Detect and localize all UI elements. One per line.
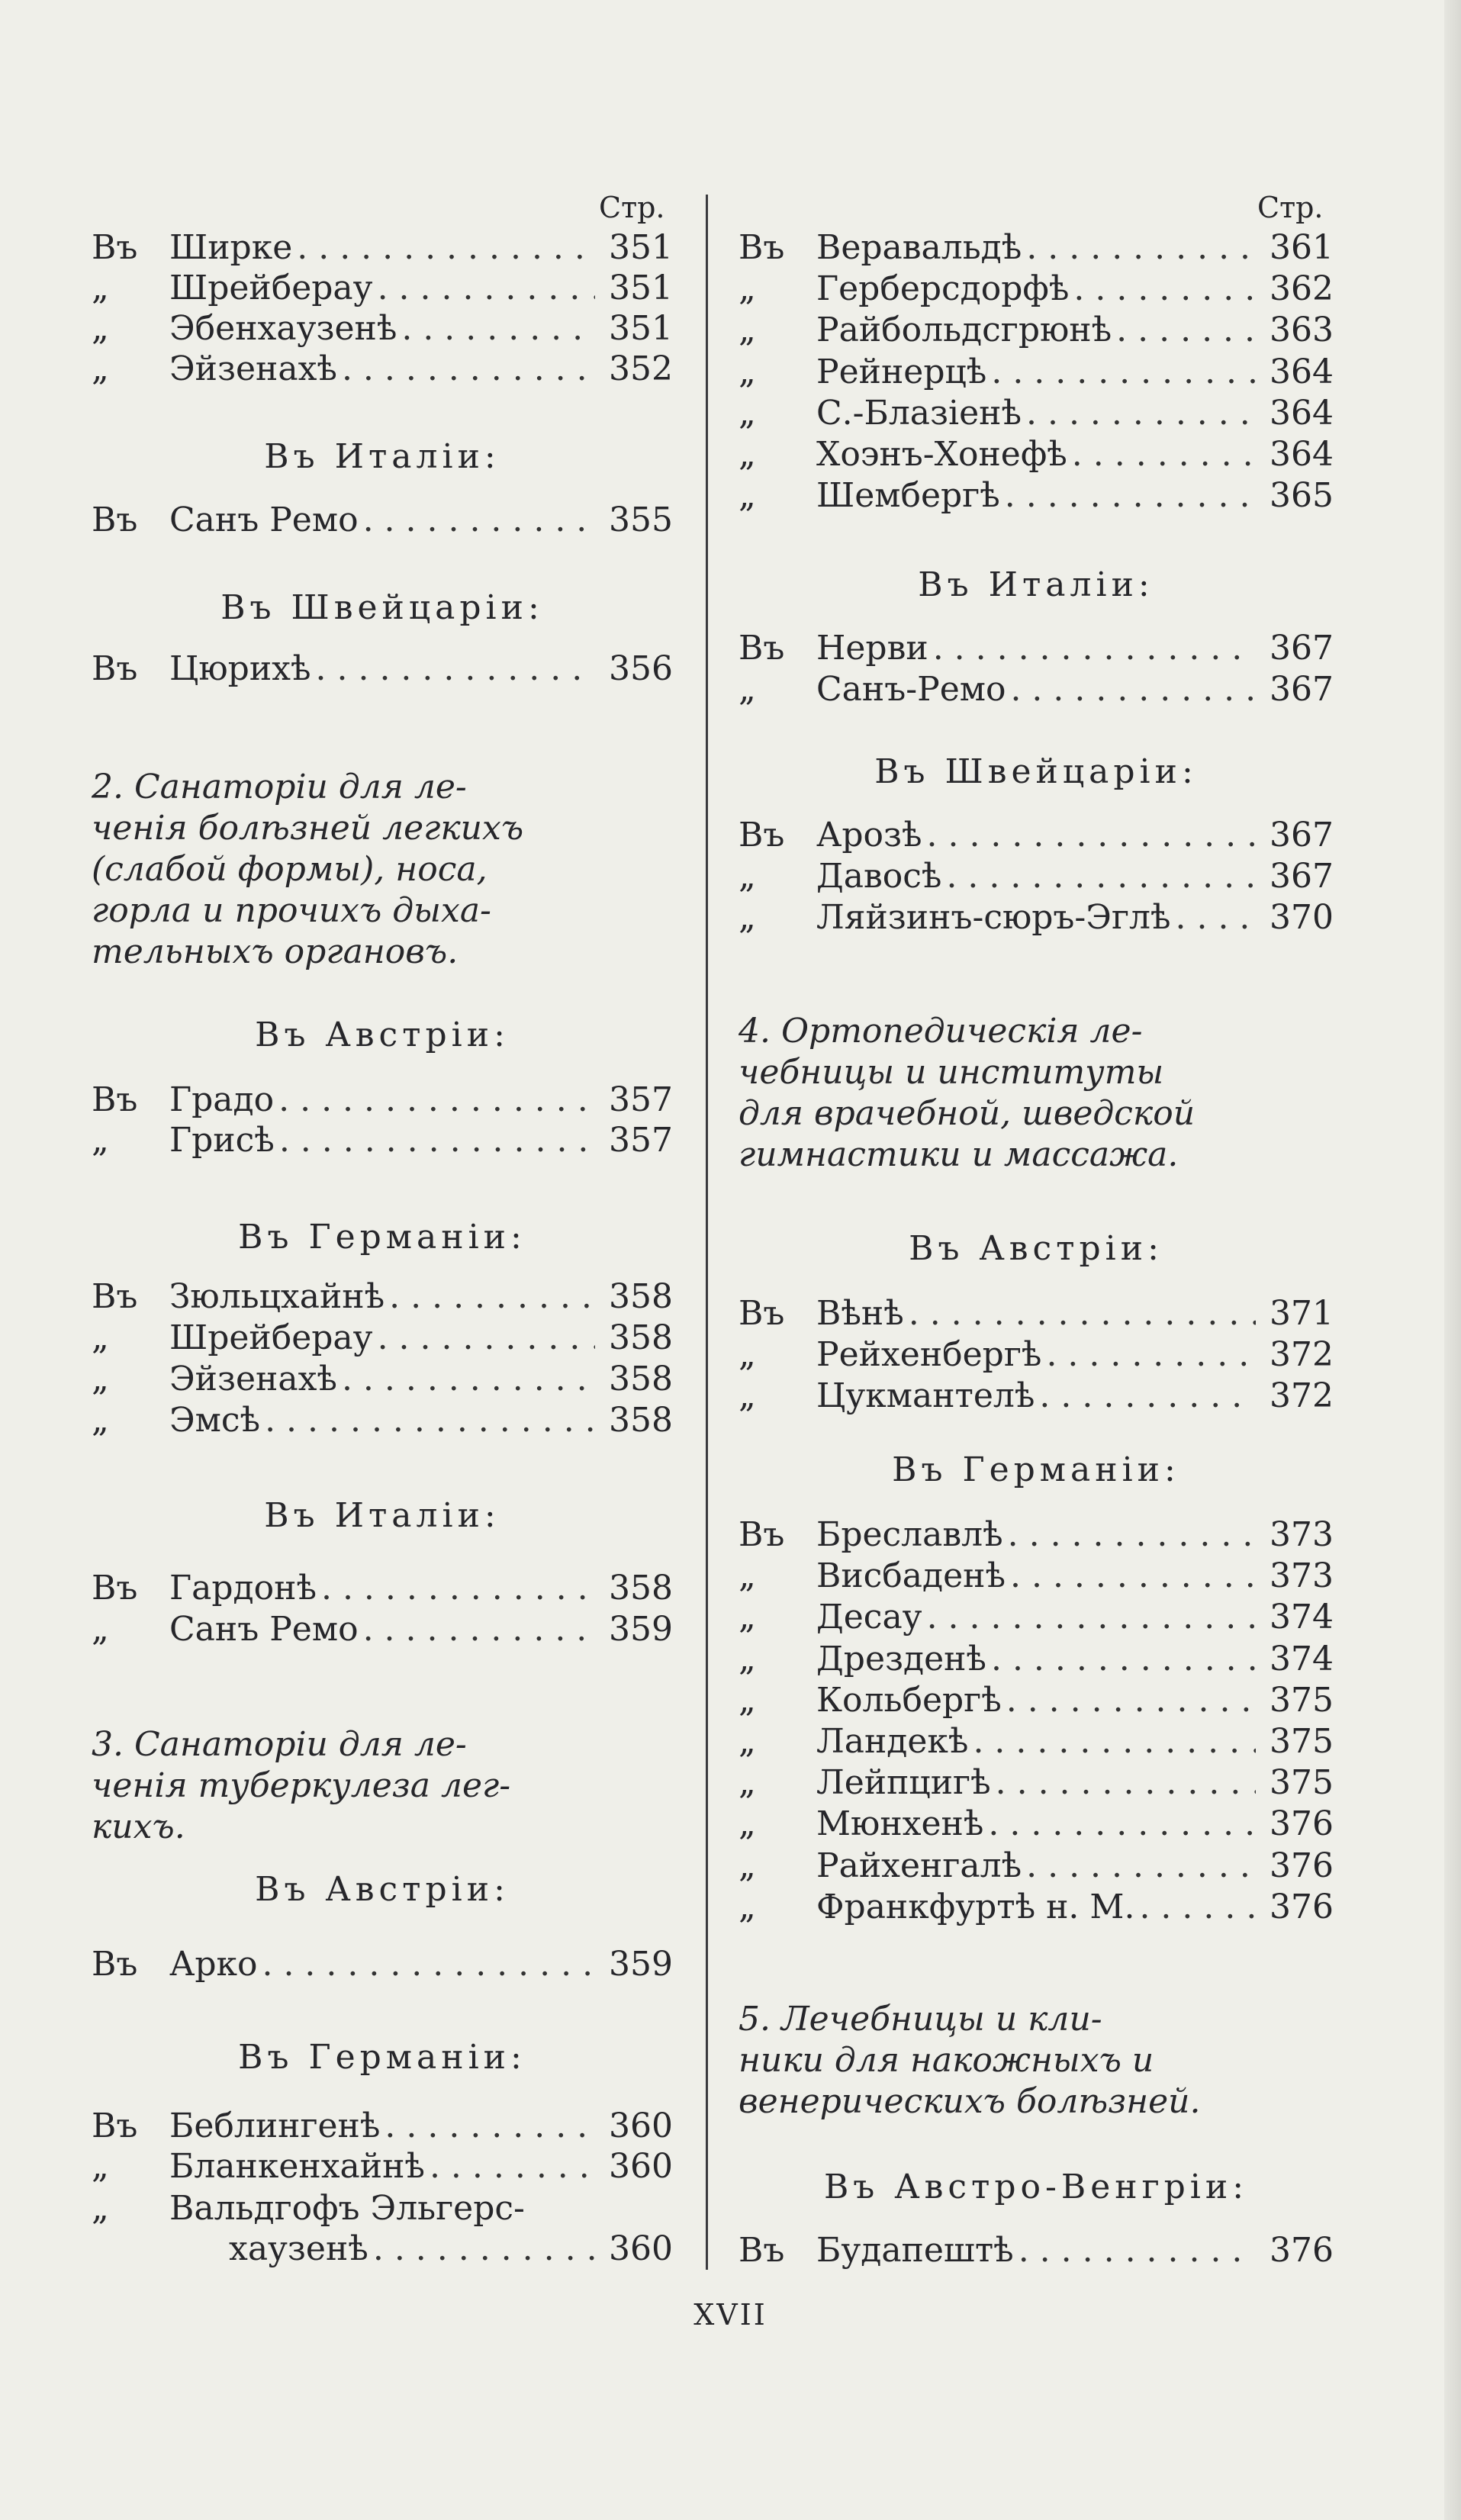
entry-name: С.-Блазіенѣ: [816, 393, 1022, 433]
entry-name: Райхенгалѣ: [816, 1846, 1022, 1885]
index-entry: [92, 1276, 673, 1318]
entry-page: 374: [1270, 1598, 1334, 1637]
index-entry: [739, 628, 1334, 669]
leader-dots: [373, 2229, 595, 2270]
index-entry: [92, 1568, 673, 1609]
leader-dots: [1073, 269, 1256, 310]
index-entry: [739, 227, 1334, 269]
entry-prefix: Въ: [739, 2231, 785, 2270]
leader-dots: [378, 268, 595, 309]
entry-page: 376: [1270, 2231, 1334, 2270]
entry-page: 359: [609, 1945, 673, 1984]
entry-prefix: „: [92, 2147, 109, 2186]
entry-prefix: „: [739, 670, 756, 709]
country-heading: Въ Германіи:: [238, 2038, 526, 2077]
section-heading: [92, 767, 673, 973]
entry-page: 370: [1270, 898, 1334, 937]
index-entry: [739, 1680, 1334, 1721]
leader-dots: [1139, 1887, 1256, 1928]
index-entry: [739, 1846, 1334, 1887]
section-heading-line: ники для накожныхъ и: [739, 2041, 1154, 2080]
leader-dots: [996, 1762, 1256, 1804]
leader-dots: [1019, 2230, 1256, 2271]
index-entry: [739, 434, 1334, 475]
entry-prefix: Въ: [92, 1569, 138, 1608]
entry-prefix: „: [739, 476, 756, 516]
leader-dots: [1176, 897, 1257, 938]
entry-name: Градо: [169, 1080, 275, 1119]
entry-page: 358: [609, 1277, 673, 1316]
index-entry: [739, 1556, 1334, 1597]
entry-name: Лейпцигѣ: [816, 1763, 991, 1803]
entry-name: Райбольдсгрюнѣ: [816, 311, 1112, 350]
entry-prefix: Въ: [92, 1945, 138, 1984]
leader-dots: [927, 815, 1256, 856]
entry-name: Хоэнъ-Хонефѣ: [816, 435, 1067, 474]
leader-dots: [1039, 1376, 1256, 1417]
entry-page: 356: [609, 649, 673, 688]
index-entry: [92, 1400, 673, 1441]
entry-page: 364: [1270, 352, 1334, 391]
entry-page: 358: [609, 1569, 673, 1608]
leader-dots: [363, 1609, 595, 1650]
entry-name: Грисѣ: [169, 1121, 275, 1160]
index-entry: [739, 1804, 1334, 1845]
index-entry: [92, 308, 673, 349]
leader-dots: [1116, 310, 1256, 351]
entry-name: Арозѣ: [816, 816, 922, 854]
entry-page: 372: [1270, 1335, 1334, 1374]
entry-page: 360: [609, 2106, 673, 2145]
index-entry: [739, 475, 1334, 517]
entry-name: Франкфуртѣ н. М.: [816, 1887, 1135, 1926]
entry-page: 376: [1270, 1887, 1334, 1926]
entry-prefix: „: [739, 1376, 756, 1415]
entry-page: 363: [1270, 311, 1334, 350]
section-heading-line: 5. Лечебницы и кли-: [739, 2000, 1102, 2039]
entry-prefix: „: [92, 349, 109, 388]
leader-dots: [973, 1721, 1256, 1762]
entry-name: Ширке: [169, 228, 293, 267]
entry-name: Санъ-Ремо: [816, 670, 1006, 709]
leader-dots: [1006, 1680, 1256, 1721]
leader-dots: [385, 2106, 595, 2147]
entry-name: Мюнхенѣ: [816, 1804, 984, 1844]
leader-dots: [342, 1359, 595, 1400]
leader-dots: [265, 1400, 595, 1441]
entry-name: Ландекѣ: [816, 1722, 969, 1761]
entry-name: Эйзенахѣ: [169, 1360, 337, 1398]
leader-dots: [991, 352, 1256, 393]
entry-name: Десау: [816, 1598, 922, 1637]
leader-dots: [316, 649, 595, 690]
entry-page: 376: [1270, 1804, 1334, 1844]
entry-page: 375: [1270, 1722, 1334, 1761]
entry-name: Бреславлѣ: [816, 1515, 1003, 1554]
entry-name: Рейхенбергѣ: [816, 1335, 1042, 1374]
entry-prefix: Въ: [739, 228, 785, 267]
entry-prefix: „: [92, 1360, 109, 1398]
leader-dots: [278, 1080, 595, 1121]
entry-page: 357: [609, 1080, 673, 1119]
entry-page: 375: [1270, 1680, 1334, 1720]
index-entry: [739, 1762, 1334, 1804]
section-heading: [739, 1011, 1334, 1176]
entry-page: 364: [1270, 435, 1334, 474]
leader-dots: [909, 1293, 1256, 1334]
entry-page: 374: [1270, 1639, 1334, 1678]
index-entry: [739, 352, 1334, 393]
entry-page: 357: [609, 1121, 673, 1160]
entry-name: Цюрихѣ: [169, 649, 311, 688]
leader-dots: [1026, 227, 1256, 269]
country-heading: Въ Италіи:: [264, 1496, 500, 1535]
index-entry: [739, 1639, 1334, 1680]
index-entry: [92, 227, 673, 269]
section-heading-line: тельныхъ органовъ.: [92, 932, 459, 971]
section-heading-line: 3. Санаторіи для ле-: [92, 1725, 467, 1764]
entry-name: Цукмантелѣ: [816, 1376, 1035, 1415]
leader-dots: [927, 1597, 1256, 1638]
country-heading: Въ Италіи:: [264, 437, 500, 476]
entry-page: 365: [1270, 476, 1334, 516]
section-heading-line: горла и прочихъ дыха-: [92, 891, 491, 930]
index-entry: [739, 1597, 1334, 1638]
index-entry: [739, 856, 1334, 897]
page-edge: [1444, 0, 1461, 2520]
entry-page: 359: [609, 1610, 673, 1649]
entry-prefix: „: [739, 1887, 756, 1926]
leader-dots: [946, 856, 1256, 897]
index-entry: [92, 1080, 673, 1121]
entry-name: Вальдгофъ Эльгерс-: [169, 2189, 525, 2228]
entry-name: Ляйзинъ-сюръ-Эглѣ: [816, 898, 1171, 937]
entry-page: 361: [1270, 228, 1334, 267]
index-entry: [739, 815, 1334, 856]
entry-page: 362: [1270, 269, 1334, 309]
index-entry: [739, 1376, 1334, 1417]
entry-prefix: „: [92, 2189, 109, 2228]
index-entry: [739, 1293, 1334, 1334]
column-divider: [706, 195, 708, 2270]
entry-prefix: „: [739, 1680, 756, 1720]
entry-page: 373: [1270, 1515, 1334, 1554]
section-heading-line: гимнастики и массажа.: [739, 1135, 1179, 1174]
country-heading: Въ Швейцаріи:: [874, 752, 1198, 791]
leader-dots: [1010, 669, 1256, 710]
index-entry: [92, 1318, 673, 1359]
index-entry: [92, 268, 673, 309]
entry-prefix: „: [739, 1846, 756, 1885]
leader-dots: [297, 227, 595, 269]
entry-prefix: „: [739, 1804, 756, 1844]
leader-dots: [430, 2146, 595, 2187]
index-entry: [92, 1120, 673, 1161]
entry-page: 367: [1270, 857, 1334, 896]
index-entry: [92, 2106, 673, 2147]
section-heading: [739, 1999, 1334, 2123]
entry-name: Санъ Ремо: [169, 1610, 359, 1649]
entry-prefix: „: [739, 898, 756, 937]
index-entry: [739, 1721, 1334, 1762]
leader-dots: [262, 1944, 595, 1985]
entry-prefix: Въ: [92, 500, 138, 539]
leader-dots: [378, 1318, 595, 1359]
leader-dots: [1046, 1334, 1256, 1376]
entry-page: 376: [1270, 1846, 1334, 1885]
section-heading-line: (слабой формы), носа,: [92, 850, 488, 889]
leader-dots: [1008, 1514, 1256, 1556]
entry-page: 358: [609, 1360, 673, 1398]
index-entry: [739, 269, 1334, 310]
leader-dots: [279, 1120, 595, 1161]
index-entry: [92, 2146, 673, 2187]
leader-dots: [1072, 434, 1256, 475]
section-heading-line: чебницы и институты: [739, 1053, 1164, 1092]
entry-name: Шрейберау: [169, 269, 373, 307]
entry-name: Кольбергѣ: [816, 1680, 1002, 1720]
entry-name: Беблингенѣ: [169, 2106, 381, 2145]
entry-prefix: „: [739, 1556, 756, 1596]
entry-prefix: „: [739, 1722, 756, 1761]
entry-name: Шембергѣ: [816, 476, 1000, 516]
entry-name: Вѣнѣ: [816, 1294, 904, 1333]
section-heading-line: ченія туберкулеза лег-: [92, 1766, 511, 1805]
entry-page: 360: [609, 2229, 673, 2268]
leader-dots: [1026, 393, 1256, 434]
entry-page: 358: [609, 1401, 673, 1440]
entry-name: Арко: [169, 1945, 258, 1984]
page-column-label: Стр.: [599, 191, 665, 224]
entry-name: Давосѣ: [816, 857, 942, 896]
section-heading-line: венерическихъ болѣзней.: [739, 2082, 1201, 2121]
entry-page: 375: [1270, 1763, 1334, 1803]
entry-name: Нерви: [816, 629, 928, 668]
section-heading-line: кихъ.: [92, 1807, 185, 1846]
entry-prefix: Въ: [739, 1294, 785, 1333]
entry-prefix: „: [92, 309, 109, 348]
entry-prefix: „: [739, 269, 756, 309]
leader-dots: [363, 500, 595, 541]
index-entry: [739, 1334, 1334, 1376]
entry-prefix: „: [739, 1335, 756, 1374]
entry-name: Гардонѣ: [169, 1569, 317, 1608]
entry-prefix: „: [92, 1401, 109, 1440]
country-heading: Въ Швейцаріи:: [220, 588, 544, 627]
country-heading: Въ Германіи:: [238, 1218, 526, 1257]
entry-name: Веравальдѣ: [816, 228, 1022, 267]
index-entry: [92, 1944, 673, 1985]
country-heading: Въ Австріи:: [909, 1229, 1163, 1268]
entry-page: 372: [1270, 1376, 1334, 1415]
leader-dots: [988, 1804, 1256, 1845]
section-heading-line: 4. Ортопедическія ле-: [739, 1012, 1143, 1051]
leader-dots: [321, 1568, 595, 1609]
section-heading-line: ченія болѣзней легкихъ: [92, 809, 524, 848]
entry-prefix: Въ: [739, 629, 785, 668]
section-heading: [92, 1724, 673, 1848]
entry-page: 355: [609, 500, 673, 539]
index-entry: [739, 1514, 1334, 1556]
country-heading: Въ Австріи:: [255, 1870, 510, 1909]
entry-prefix: Въ: [92, 1080, 138, 1119]
index-entry: [739, 669, 1334, 710]
entry-name: Зюльцхайнѣ: [169, 1277, 385, 1316]
country-heading: Въ Германіи:: [892, 1450, 1180, 1489]
entry-page: 351: [609, 228, 673, 267]
entry-page: 360: [609, 2147, 673, 2186]
country-heading: Въ Италіи:: [918, 565, 1154, 604]
entry-name: Бланкенхайнѣ: [169, 2147, 425, 2186]
index-entry: [739, 310, 1334, 351]
index-entry-continuation: [92, 2229, 673, 2270]
index-entry: [92, 500, 673, 541]
entry-page: 358: [609, 1318, 673, 1357]
entry-name: Эйзенахѣ: [169, 349, 337, 388]
entry-name: Эбенхаузенѣ: [169, 309, 397, 348]
entry-page: 352: [609, 349, 673, 388]
leader-dots: [991, 1639, 1256, 1680]
entry-page: 367: [1270, 670, 1334, 709]
entry-prefix: Въ: [92, 228, 138, 267]
entry-prefix: „: [739, 435, 756, 474]
entry-name: Герберсдорфѣ: [816, 269, 1070, 309]
entry-prefix: „: [92, 1318, 109, 1357]
entry-prefix: „: [739, 857, 756, 896]
entry-name: хаузенѣ: [229, 2229, 368, 2268]
entry-page: 367: [1270, 816, 1334, 854]
entry-prefix: Въ: [739, 1515, 785, 1554]
index-entry: [739, 2230, 1334, 2271]
entry-page: 351: [609, 309, 673, 348]
leader-dots: [933, 628, 1256, 669]
entry-prefix: „: [739, 1763, 756, 1803]
leader-dots: [1005, 475, 1256, 517]
index-entry: [739, 1887, 1334, 1928]
entry-prefix: Въ: [92, 2106, 138, 2145]
leader-dots: [401, 308, 595, 349]
index-entry: [92, 349, 673, 390]
page-number: XVII: [693, 2298, 768, 2332]
entry-prefix: Въ: [739, 816, 785, 854]
entry-prefix: „: [92, 269, 109, 307]
entry-prefix: „: [92, 1121, 109, 1160]
index-entry: [92, 1359, 673, 1400]
entry-page: 373: [1270, 1556, 1334, 1596]
entry-prefix: „: [92, 1610, 109, 1649]
entry-page: 364: [1270, 393, 1334, 433]
leader-dots: [342, 349, 595, 390]
leader-dots: [1026, 1846, 1256, 1887]
entry-page: 351: [609, 269, 673, 307]
entry-prefix: „: [739, 393, 756, 433]
index-entry: [739, 897, 1334, 938]
index-entry: [92, 2188, 673, 2229]
section-heading-line: для врачебной, шведской: [739, 1094, 1196, 1133]
section-heading-line: 2. Санаторіи для ле-: [92, 768, 467, 806]
country-heading: Въ Австріи:: [255, 1015, 510, 1054]
index-entry: [92, 649, 673, 690]
entry-name: Будапештѣ: [816, 2231, 1014, 2270]
entry-page: 367: [1270, 629, 1334, 668]
entry-prefix: „: [739, 311, 756, 350]
entry-prefix: Въ: [92, 649, 138, 688]
entry-prefix: „: [739, 1598, 756, 1637]
index-entry: [92, 1609, 673, 1650]
country-heading: Въ Австро-Венгріи:: [823, 2168, 1249, 2206]
page-column-label: Стр.: [1257, 191, 1324, 224]
entry-name: Эмсѣ: [169, 1401, 261, 1440]
entry-page: 371: [1270, 1294, 1334, 1333]
entry-name: Дрезденѣ: [816, 1639, 986, 1678]
entry-prefix: „: [739, 1639, 756, 1678]
leader-dots: [1010, 1556, 1256, 1597]
leader-dots: [389, 1276, 595, 1318]
entry-prefix: Въ: [92, 1277, 138, 1316]
entry-prefix: „: [739, 352, 756, 391]
index-entry: [739, 393, 1334, 434]
entry-name: Висбаденѣ: [816, 1556, 1006, 1596]
entry-name: Санъ Ремо: [169, 500, 359, 539]
entry-name: Рейнерцѣ: [816, 352, 987, 391]
entry-name: Шрейберау: [169, 1318, 373, 1357]
